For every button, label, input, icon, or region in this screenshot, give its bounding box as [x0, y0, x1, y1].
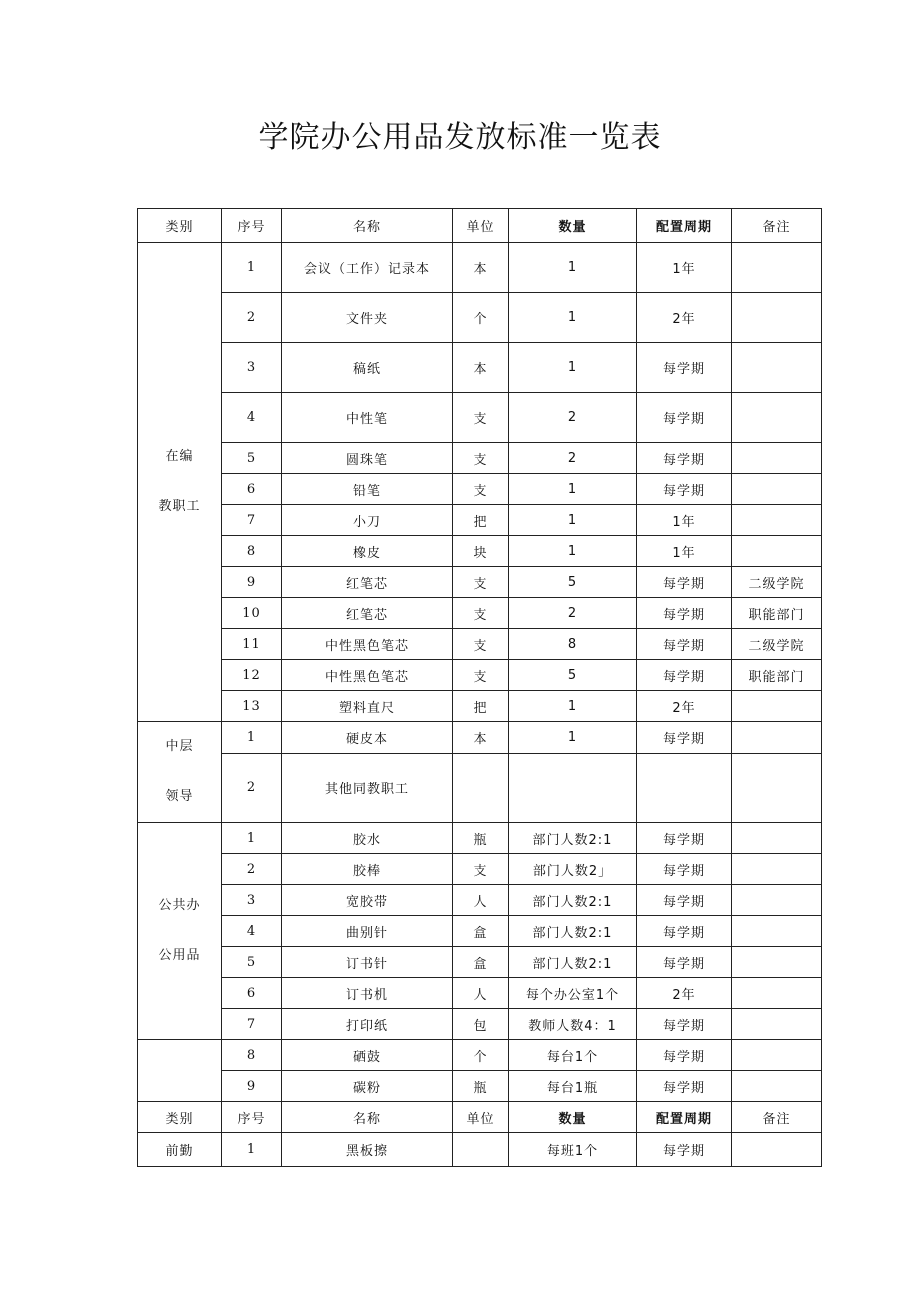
item-cycle: 每学期	[637, 854, 732, 885]
item-index: 1	[222, 1133, 282, 1167]
table-header-row	[138, 1102, 822, 1133]
item-name: 碳粉	[282, 1071, 453, 1102]
item-unit	[453, 753, 509, 822]
table-row	[138, 854, 822, 885]
item-cycle: 2年	[637, 691, 732, 722]
table-row	[138, 722, 822, 754]
item-quantity: 2	[509, 393, 637, 443]
item-quantity: 8	[509, 629, 637, 660]
item-quantity: 1	[509, 343, 637, 393]
category-label: 中层	[165, 739, 194, 754]
item-cycle: 每学期	[637, 1133, 732, 1167]
item-name: 橡皮	[282, 536, 453, 567]
item-quantity: 1	[509, 293, 637, 343]
item-unit: 个	[453, 1040, 509, 1071]
item-name: 订书机	[282, 978, 453, 1009]
item-remark	[732, 978, 822, 1009]
item-remark	[732, 885, 822, 916]
item-remark	[732, 947, 822, 978]
table-row	[138, 753, 822, 822]
table-row	[138, 1133, 822, 1167]
item-quantity: 部门人数2:1	[509, 947, 637, 978]
item-index: 7	[222, 1009, 282, 1040]
item-cycle: 每学期	[637, 567, 732, 598]
item-cycle: 1年	[637, 505, 732, 536]
item-index: 3	[222, 343, 282, 393]
table-row	[138, 243, 822, 293]
item-name: 中性黑色笔芯	[282, 629, 453, 660]
item-unit: 本	[453, 343, 509, 393]
item-unit: 盒	[453, 947, 509, 978]
item-index: 12	[222, 660, 282, 691]
item-remark	[732, 916, 822, 947]
category-label: 公用品	[158, 948, 201, 963]
item-unit: 支	[453, 629, 509, 660]
item-cycle: 每学期	[637, 660, 732, 691]
category-cell	[138, 722, 222, 823]
item-cycle: 每学期	[637, 1040, 732, 1071]
item-name: 红笔芯	[282, 567, 453, 598]
header-index: 序号	[222, 209, 282, 243]
item-quantity: 1	[509, 505, 637, 536]
item-quantity: 每台1瓶	[509, 1071, 637, 1102]
item-index: 13	[222, 691, 282, 722]
item-remark	[732, 393, 822, 443]
table-row	[138, 885, 822, 916]
item-unit: 人	[453, 978, 509, 1009]
item-name: 打印纸	[282, 1009, 453, 1040]
item-index: 5	[222, 443, 282, 474]
item-quantity: 1	[509, 474, 637, 505]
item-index: 8	[222, 536, 282, 567]
item-unit	[453, 1133, 509, 1167]
item-unit: 支	[453, 854, 509, 885]
table-row	[138, 536, 822, 567]
category-cell	[138, 243, 222, 722]
item-cycle: 每学期	[637, 443, 732, 474]
header-name: 名称	[282, 1102, 453, 1133]
category-cell	[138, 1040, 222, 1102]
item-cycle: 每学期	[637, 885, 732, 916]
category-label: 教职工	[158, 499, 201, 514]
item-unit: 支	[453, 393, 509, 443]
item-cycle: 2年	[637, 293, 732, 343]
item-index: 1	[222, 722, 282, 754]
item-quantity: 部门人数2」	[509, 854, 637, 885]
table-row	[138, 393, 822, 443]
category-cell	[138, 1133, 222, 1167]
item-cycle	[637, 753, 732, 822]
item-name: 宽胶带	[282, 885, 453, 916]
table-row	[138, 443, 822, 474]
item-cycle: 1年	[637, 536, 732, 567]
header-cycle: 配置周期	[637, 209, 732, 243]
item-quantity: 2	[509, 443, 637, 474]
header-quantity: 数量	[509, 209, 637, 243]
item-remark: 二级学院	[732, 567, 822, 598]
table-row	[138, 823, 822, 854]
category-label: 公共办	[158, 898, 201, 913]
header-category: 类别	[138, 1102, 222, 1133]
header-unit: 单位	[453, 209, 509, 243]
item-remark	[732, 474, 822, 505]
item-index: 9	[222, 1071, 282, 1102]
item-quantity: 1	[509, 722, 637, 754]
item-name: 黑板擦	[282, 1133, 453, 1167]
item-quantity: 部门人数2:1	[509, 823, 637, 854]
item-index: 4	[222, 393, 282, 443]
item-remark	[732, 243, 822, 293]
item-quantity: 1	[509, 536, 637, 567]
item-cycle: 每学期	[637, 916, 732, 947]
item-remark	[732, 1071, 822, 1102]
item-name: 会议（工作）记录本	[282, 243, 453, 293]
item-name: 硬皮本	[282, 722, 453, 754]
item-remark	[732, 293, 822, 343]
header-index: 序号	[222, 1102, 282, 1133]
item-remark	[732, 1040, 822, 1071]
item-name: 胶水	[282, 823, 453, 854]
item-quantity: 5	[509, 567, 637, 598]
page-title: 学院办公用品发放标准一览表	[258, 120, 662, 155]
header-name: 名称	[282, 209, 453, 243]
item-unit: 本	[453, 722, 509, 754]
header-remark: 备注	[732, 209, 822, 243]
item-index: 5	[222, 947, 282, 978]
item-unit: 支	[453, 660, 509, 691]
header-remark: 备注	[732, 1102, 822, 1133]
item-remark	[732, 505, 822, 536]
table-row	[138, 474, 822, 505]
item-quantity: 每个办公室1个	[509, 978, 637, 1009]
item-unit: 人	[453, 885, 509, 916]
item-index: 11	[222, 629, 282, 660]
item-index: 6	[222, 474, 282, 505]
item-remark	[732, 722, 822, 754]
item-unit: 本	[453, 243, 509, 293]
item-name: 订书针	[282, 947, 453, 978]
item-cycle: 每学期	[637, 1071, 732, 1102]
item-index: 3	[222, 885, 282, 916]
table-row	[138, 978, 822, 1009]
table-row	[138, 567, 822, 598]
header-quantity: 数量	[509, 1102, 637, 1133]
table-row	[138, 629, 822, 660]
item-unit: 个	[453, 293, 509, 343]
item-remark	[732, 536, 822, 567]
item-remark	[732, 823, 822, 854]
header-unit: 单位	[453, 1102, 509, 1133]
item-unit: 支	[453, 567, 509, 598]
item-cycle: 每学期	[637, 823, 732, 854]
header-category: 类别	[138, 209, 222, 243]
table-row	[138, 505, 822, 536]
item-index: 10	[222, 598, 282, 629]
item-remark	[732, 343, 822, 393]
item-unit: 支	[453, 443, 509, 474]
item-quantity: 1	[509, 243, 637, 293]
item-index: 7	[222, 505, 282, 536]
category-label: 在编	[165, 449, 194, 464]
item-remark	[732, 1133, 822, 1167]
item-remark	[732, 443, 822, 474]
item-index: 2	[222, 854, 282, 885]
item-cycle: 1年	[637, 243, 732, 293]
item-cycle: 每学期	[637, 343, 732, 393]
item-unit: 瓶	[453, 1071, 509, 1102]
item-remark	[732, 854, 822, 885]
item-unit: 瓶	[453, 823, 509, 854]
table-row	[138, 1040, 822, 1071]
item-name: 中性黑色笔芯	[282, 660, 453, 691]
item-unit: 支	[453, 474, 509, 505]
item-remark	[732, 1009, 822, 1040]
item-quantity: 教师人数4：1	[509, 1009, 637, 1040]
item-remark: 二级学院	[732, 629, 822, 660]
item-cycle: 每学期	[637, 947, 732, 978]
table-row	[138, 1071, 822, 1102]
item-quantity: 部门人数2:1	[509, 885, 637, 916]
item-remark: 职能部门	[732, 660, 822, 691]
item-quantity: 1	[509, 691, 637, 722]
item-name: 硒鼓	[282, 1040, 453, 1071]
item-remark: 职能部门	[732, 598, 822, 629]
item-name: 圆珠笔	[282, 443, 453, 474]
item-quantity: 每班1个	[509, 1133, 637, 1167]
item-cycle: 每学期	[637, 629, 732, 660]
table-header-row	[138, 209, 822, 243]
table-row	[138, 343, 822, 393]
item-name: 曲别针	[282, 916, 453, 947]
item-name: 其他同教职工	[282, 753, 453, 822]
item-quantity	[509, 753, 637, 822]
item-unit: 包	[453, 1009, 509, 1040]
item-cycle: 每学期	[637, 598, 732, 629]
item-remark	[732, 691, 822, 722]
item-cycle: 2年	[637, 978, 732, 1009]
item-index: 9	[222, 567, 282, 598]
item-quantity: 5	[509, 660, 637, 691]
table-row	[138, 947, 822, 978]
item-unit: 支	[453, 598, 509, 629]
item-index: 1	[222, 823, 282, 854]
item-quantity: 部门人数2:1	[509, 916, 637, 947]
item-name: 中性笔	[282, 393, 453, 443]
item-index: 2	[222, 753, 282, 822]
table-row	[138, 660, 822, 691]
item-index: 6	[222, 978, 282, 1009]
table-row	[138, 916, 822, 947]
item-cycle: 每学期	[637, 1009, 732, 1040]
item-unit: 块	[453, 536, 509, 567]
item-name: 文件夹	[282, 293, 453, 343]
category-cell	[138, 823, 222, 1040]
item-quantity: 每台1个	[509, 1040, 637, 1071]
item-name: 胶棒	[282, 854, 453, 885]
category-label: 领导	[165, 789, 194, 804]
item-index: 2	[222, 293, 282, 343]
item-index: 1	[222, 243, 282, 293]
item-unit: 把	[453, 691, 509, 722]
item-name: 塑料直尺	[282, 691, 453, 722]
header-cycle: 配置周期	[637, 1102, 732, 1133]
item-unit: 把	[453, 505, 509, 536]
item-cycle: 每学期	[637, 474, 732, 505]
category-label: 前勤	[165, 1144, 194, 1159]
table-row	[138, 1009, 822, 1040]
item-name: 稿纸	[282, 343, 453, 393]
item-cycle: 每学期	[637, 393, 732, 443]
table-row	[138, 691, 822, 722]
table-row	[138, 598, 822, 629]
item-cycle: 每学期	[637, 722, 732, 754]
item-unit: 盒	[453, 916, 509, 947]
item-remark	[732, 753, 822, 822]
item-index: 8	[222, 1040, 282, 1071]
item-name: 红笔芯	[282, 598, 453, 629]
table-row	[138, 293, 822, 343]
item-index: 4	[222, 916, 282, 947]
item-name: 铅笔	[282, 474, 453, 505]
supply-standard-table	[137, 208, 822, 1167]
item-name: 小刀	[282, 505, 453, 536]
item-quantity: 2	[509, 598, 637, 629]
